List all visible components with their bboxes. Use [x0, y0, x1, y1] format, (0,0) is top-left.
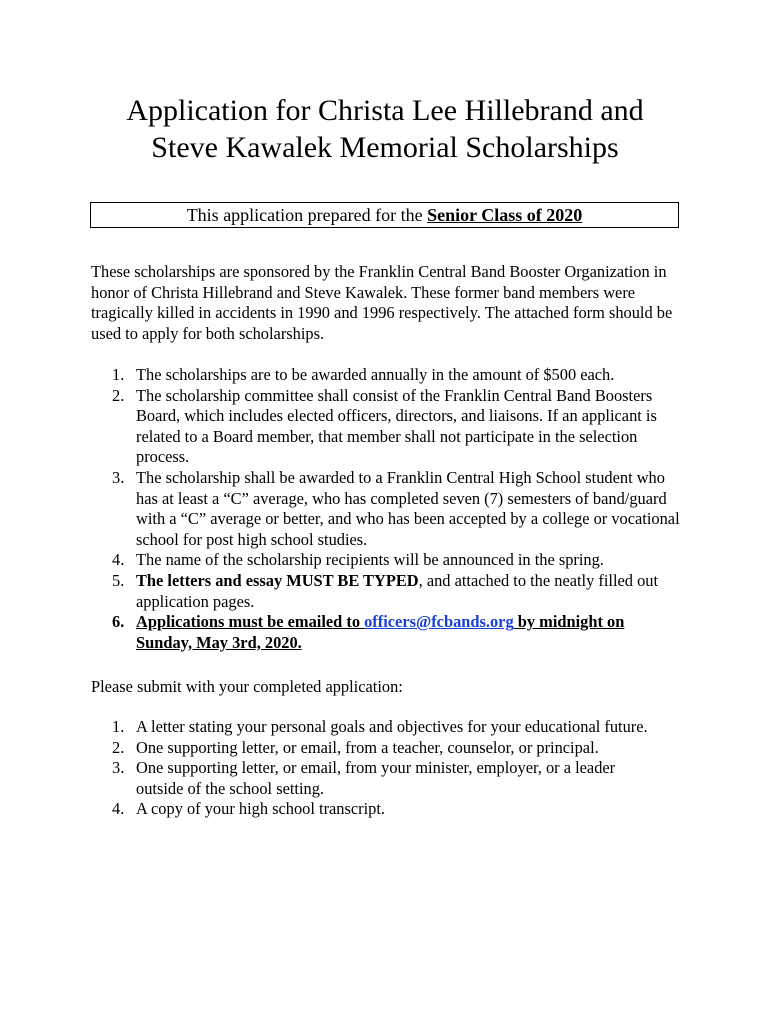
list-item-text: One supporting letter, or email, from a teacher, counselor, or principal.: [136, 737, 599, 757]
submit-heading: Please submit with your completed application:: [91, 677, 403, 696]
list-item: [91, 612, 681, 653]
list-item: [91, 571, 681, 612]
deadline-text-after: by midnight on Sunday, May 3rd, 2020.: [136, 612, 625, 652]
list-number: 4.: [112, 550, 125, 570]
officers-email-link[interactable]: officers@fcbands.org: [364, 612, 514, 632]
senior-class-label: Senior Class of 2020: [427, 205, 583, 225]
deadline-text-before: Applications must be emailed to: [136, 612, 365, 632]
submit-list: [91, 717, 651, 820]
list-item: [91, 365, 681, 386]
prepared-prefix: This application prepared for the: [186, 205, 428, 225]
title-line-2: Steve Kawalek Memorial Scholarships: [151, 131, 619, 164]
list-item-text: , and attached to the neatly filled out application pages.: [136, 570, 659, 611]
list-item: [91, 468, 681, 550]
list-item-text: The scholarship committee shall consist of the Franklin Central Band Boosters Board, which includes elected officers, directors, and liaisons. If an applicant is related to a Board member, that member shall not participate in the selection process.: [136, 385, 657, 467]
prepared-for-box: [90, 202, 679, 228]
list-item-text: The scholarships are to be awarded annually in the amount of $500 each.: [136, 365, 615, 384]
list-item-text: One supporting letter, or email, from your minister, employer, or a leader outside of the school setting.: [136, 758, 616, 798]
list-item-text: The name of the scholarship recipients will be announced in the spring.: [136, 550, 604, 570]
typed-requirement: The letters and essay MUST BE TYPED: [136, 570, 419, 590]
list-number: 3.: [112, 758, 125, 778]
intro-paragraph: These scholarships are sponsored by the Franklin Central Band Booster Organization in honor of Christa Hillebrand and Steve Kawalek. These former band members were tragically killed in accidents in 1990 and 1996 respectively. The attached form should be used to apply for both scholarships.: [91, 262, 673, 343]
list-number: 2.: [112, 385, 125, 405]
rules-list: [91, 365, 681, 653]
list-item-text: A copy of your high school transcript.: [136, 799, 386, 819]
list-number: 1.: [112, 717, 125, 736]
page-title: [60, 92, 710, 166]
list-number: 2.: [112, 737, 125, 757]
list-item: [91, 738, 651, 759]
list-number: 4.: [112, 799, 125, 819]
list-number: 3.: [112, 467, 125, 487]
list-number: 5.: [112, 570, 125, 590]
list-number: 6.: [112, 612, 125, 632]
list-number: 1.: [112, 365, 125, 384]
list-item-text: A letter stating your personal goals and objectives for your educational future.: [136, 717, 648, 736]
list-item: [91, 758, 651, 799]
list-item: [91, 550, 681, 571]
list-item: [91, 717, 651, 738]
list-item: [91, 386, 681, 468]
title-line-1: Application for Christa Lee Hillebrand and: [126, 94, 644, 127]
list-item: [91, 799, 651, 820]
list-item-text: The scholarship shall be awarded to a Franklin Central High School student who has at least a “C” average, who has completed seven (7) semesters of band/guard with a “C” average or better, and who has been accepted by a college or vocational school for post high school studies.: [136, 467, 680, 549]
